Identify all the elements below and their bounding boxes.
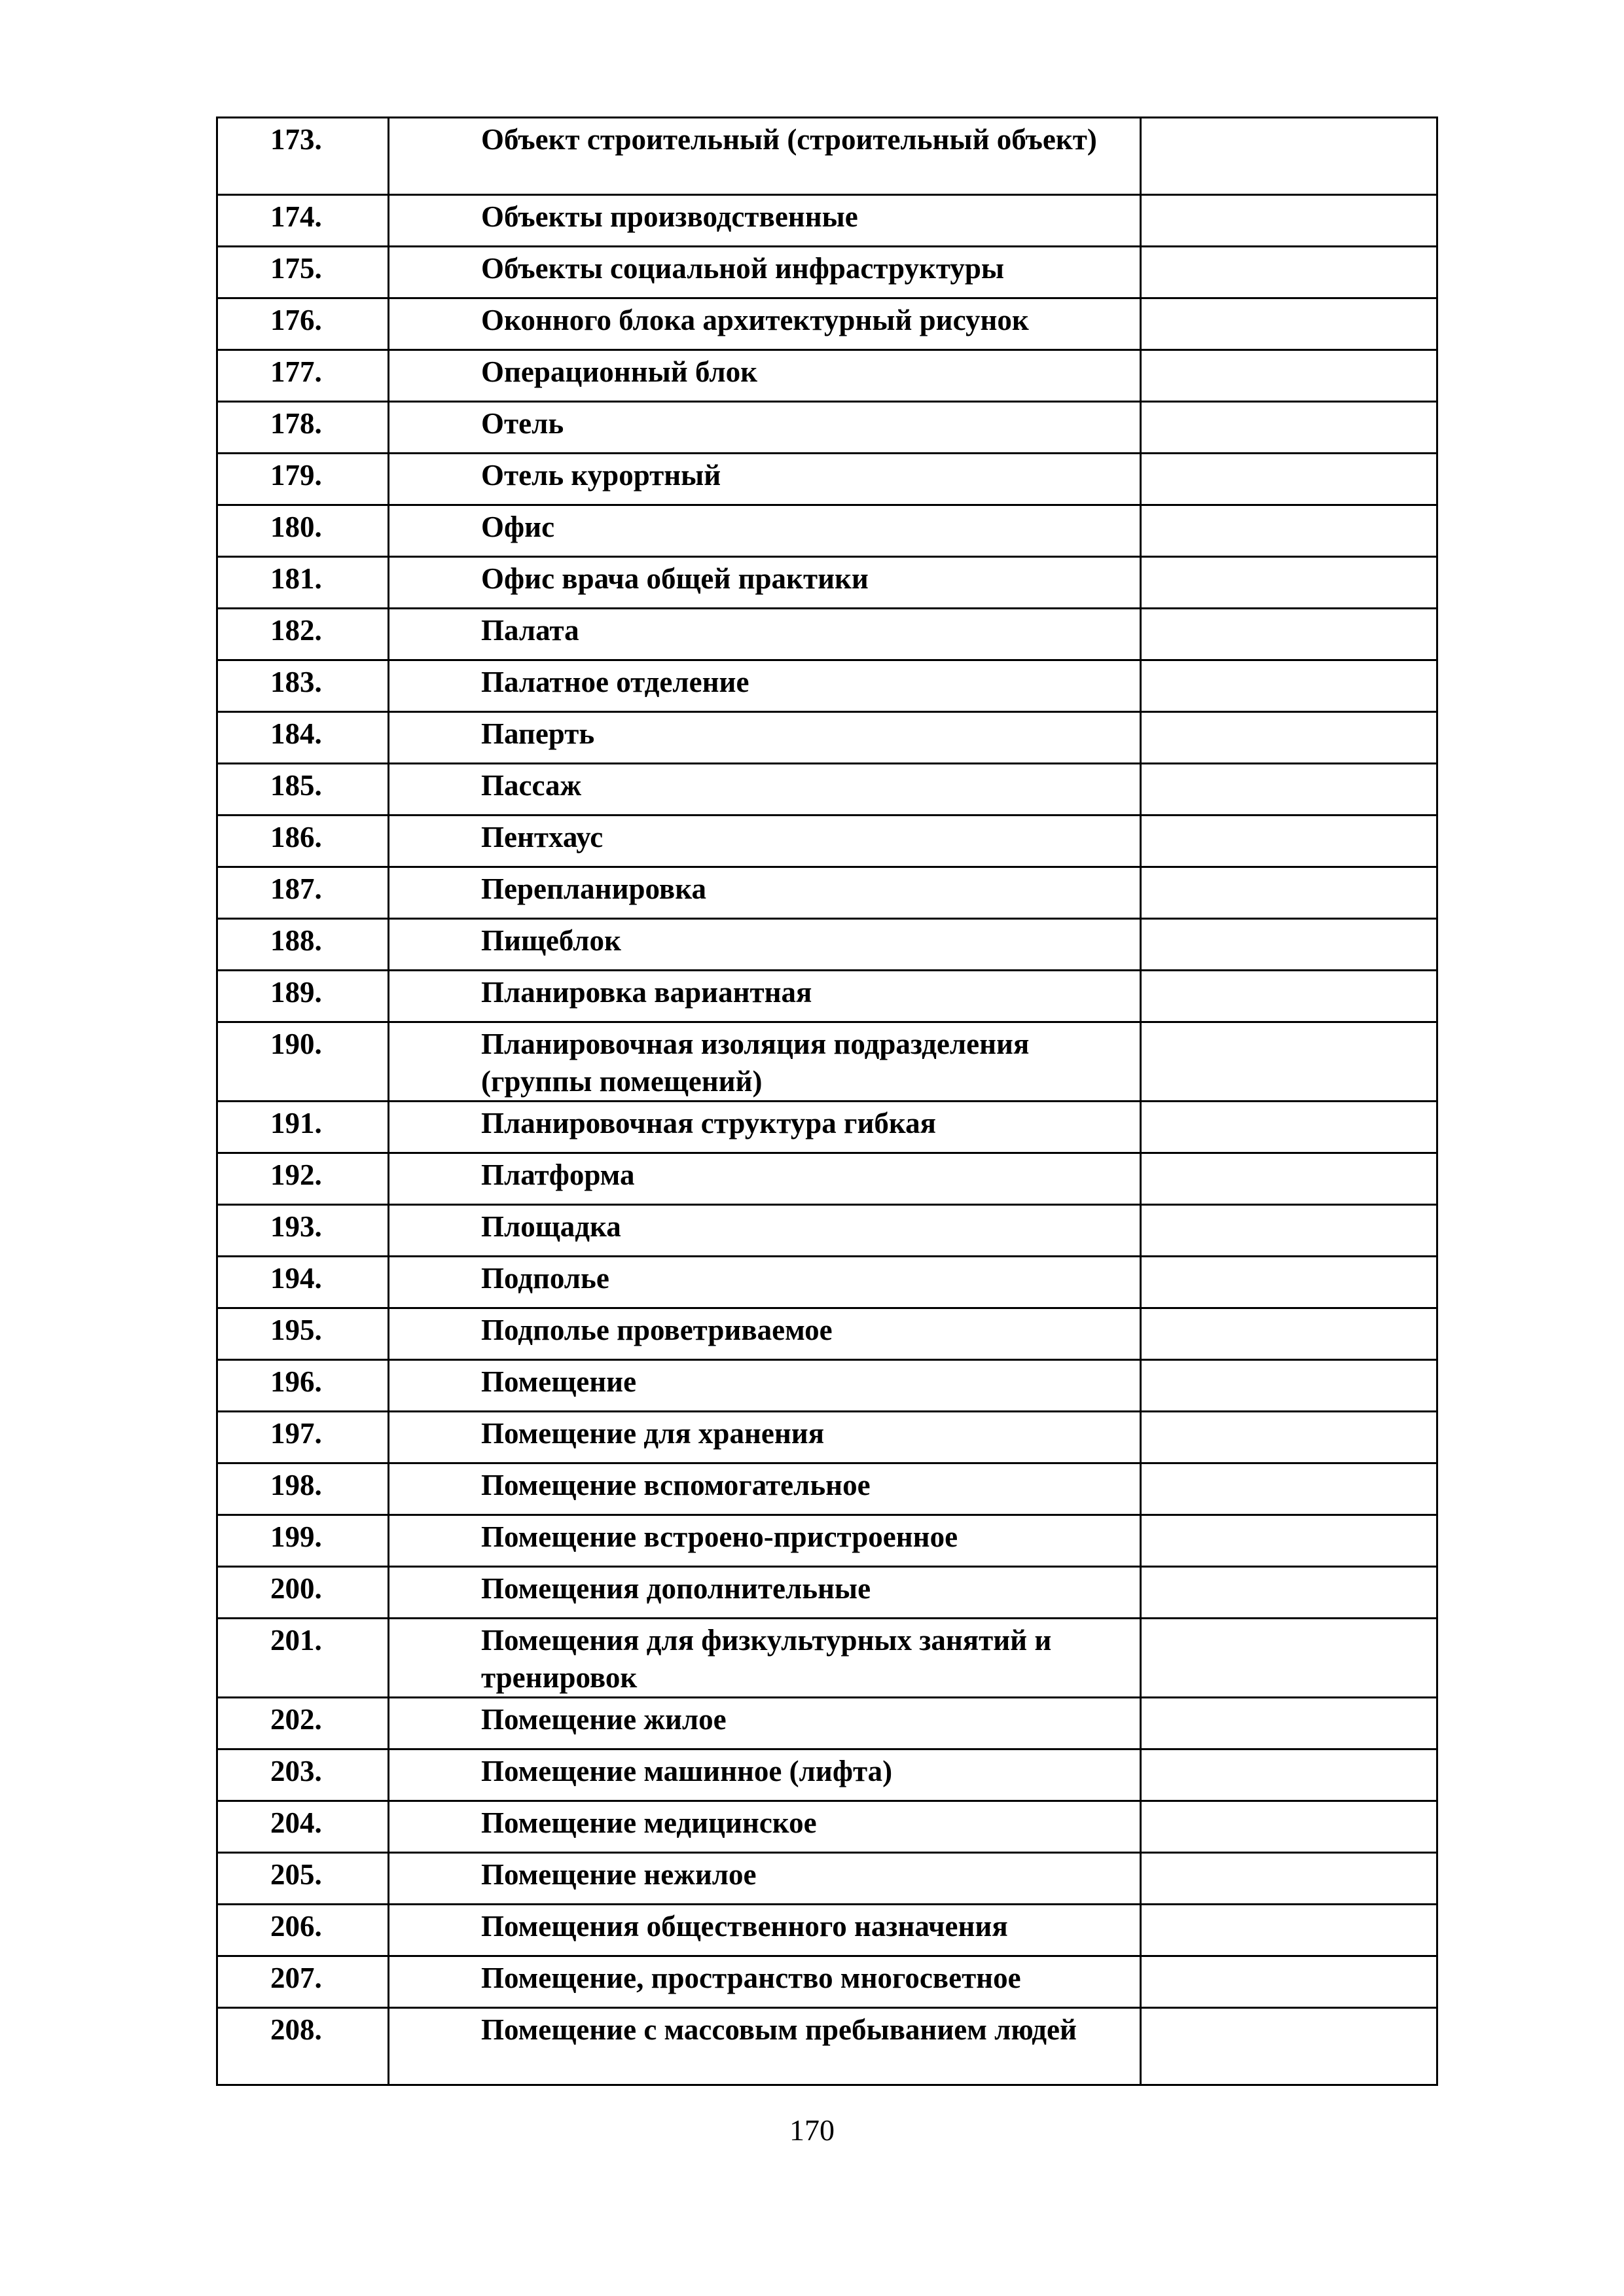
row-number-cell: 182. [217,609,389,660]
table-row [217,609,1437,660]
row-number-cell: 198. [217,1463,389,1515]
term-cell: Перепланировка [389,867,1141,919]
term-cell: Пентхаус [389,816,1141,867]
term-cell: Пассаж [389,764,1141,816]
empty-cell [1141,660,1437,712]
row-number-cell: 206. [217,1905,389,1956]
row-number-cell: 201. [217,1619,389,1698]
term-cell: Подполье проветриваемое [389,1308,1141,1360]
table-row [217,1022,1437,1102]
table-row [217,816,1437,867]
table-row [217,712,1437,764]
table-row [217,1853,1437,1905]
term-cell: Помещение, пространство многосветное [389,1956,1141,2008]
row-number-cell: 173. [217,118,389,195]
table-row [217,1153,1437,1205]
table-row [217,1412,1437,1463]
table-row [217,505,1437,557]
row-number-cell: 183. [217,660,389,712]
empty-cell [1141,1257,1437,1308]
row-number-cell: 197. [217,1412,389,1463]
empty-cell [1141,712,1437,764]
table-row [217,402,1437,454]
empty-cell [1141,1463,1437,1515]
empty-cell [1141,454,1437,505]
row-number-cell: 202. [217,1698,389,1749]
term-cell: Планировочная изоляция подразделения (группы помещений) [389,1022,1141,1102]
term-cell: Офис врача общей практики [389,557,1141,609]
term-cell: Подполье [389,1257,1141,1308]
table-row [217,919,1437,971]
row-number-cell: 180. [217,505,389,557]
table-row [217,118,1437,195]
row-number-cell: 192. [217,1153,389,1205]
empty-cell [1141,298,1437,350]
term-cell: Помещение вспомогательное [389,1463,1141,1515]
table-row [217,1205,1437,1257]
row-number-cell: 184. [217,712,389,764]
table-row [217,1308,1437,1360]
term-cell: Помещение для хранения [389,1412,1141,1463]
term-cell: Планировка вариантная [389,971,1141,1022]
empty-cell [1141,247,1437,298]
table-row [217,350,1437,402]
row-number-cell: 204. [217,1801,389,1853]
page-number: 170 [789,2113,835,2147]
table-row [217,1698,1437,1749]
table-row [217,1956,1437,2008]
row-number-cell: 199. [217,1515,389,1567]
terms-table-body [217,118,1437,2085]
row-number-cell: 177. [217,350,389,402]
empty-cell [1141,1360,1437,1412]
term-cell: Помещение машинное (лифта) [389,1749,1141,1801]
row-number-cell: 175. [217,247,389,298]
row-number-cell: 208. [217,2008,389,2085]
row-number-cell: 195. [217,1308,389,1360]
row-number-cell: 191. [217,1102,389,1153]
empty-cell [1141,867,1437,919]
empty-cell [1141,505,1437,557]
empty-cell [1141,1205,1437,1257]
table-row [217,2008,1437,2085]
table-row [217,1567,1437,1619]
term-cell: Объект строительный (строительный объект) [389,118,1141,195]
row-number-cell: 203. [217,1749,389,1801]
empty-cell [1141,1801,1437,1853]
term-cell: Помещение медицинское [389,1801,1141,1853]
row-number-cell: 174. [217,195,389,247]
row-number-cell: 185. [217,764,389,816]
table-row [217,1619,1437,1698]
row-number-cell: 179. [217,454,389,505]
row-number-cell: 176. [217,298,389,350]
row-number-cell: 188. [217,919,389,971]
terms-table [216,117,1438,2086]
table-row [217,557,1437,609]
term-cell: Планировочная структура гибкая [389,1102,1141,1153]
empty-cell [1141,1022,1437,1102]
term-cell: Помещения для физкультурных занятий и тренировок [389,1619,1141,1698]
empty-cell [1141,609,1437,660]
table-row [217,454,1437,505]
term-cell: Платформа [389,1153,1141,1205]
empty-cell [1141,1515,1437,1567]
term-cell: Объекты социальной инфраструктуры [389,247,1141,298]
table-row [217,867,1437,919]
row-number-cell: 193. [217,1205,389,1257]
term-cell: Помещение с массовым пребыванием людей [389,2008,1141,2085]
term-cell: Палата [389,609,1141,660]
row-number-cell: 187. [217,867,389,919]
table-row [217,764,1437,816]
row-number-cell: 196. [217,1360,389,1412]
empty-cell [1141,2008,1437,2085]
table-row [217,1257,1437,1308]
table-row [217,1102,1437,1153]
table-row [217,1905,1437,1956]
empty-cell [1141,1412,1437,1463]
table-row [217,660,1437,712]
term-cell: Объекты производственные [389,195,1141,247]
empty-cell [1141,1308,1437,1360]
table-row [217,1463,1437,1515]
table-row [217,1801,1437,1853]
empty-cell [1141,1567,1437,1619]
term-cell: Площадка [389,1205,1141,1257]
table-row [217,1515,1437,1567]
term-cell: Помещение жилое [389,1698,1141,1749]
row-number-cell: 194. [217,1257,389,1308]
empty-cell [1141,118,1437,195]
term-cell: Офис [389,505,1141,557]
term-cell: Помещения общественного назначения [389,1905,1141,1956]
term-cell: Помещение встроено-пристроенное [389,1515,1141,1567]
empty-cell [1141,557,1437,609]
term-cell: Помещение нежилое [389,1853,1141,1905]
empty-cell [1141,1749,1437,1801]
row-number-cell: 205. [217,1853,389,1905]
term-cell: Оконного блока архитектурный рисунок [389,298,1141,350]
term-cell: Операционный блок [389,350,1141,402]
term-cell: Помещение [389,1360,1141,1412]
term-cell: Палатное отделение [389,660,1141,712]
table-row [217,971,1437,1022]
table-row [217,298,1437,350]
row-number-cell: 200. [217,1567,389,1619]
empty-cell [1141,1619,1437,1698]
row-number-cell: 207. [217,1956,389,2008]
empty-cell [1141,1698,1437,1749]
table-row [217,1749,1437,1801]
term-cell: Паперть [389,712,1141,764]
term-cell: Пищеблок [389,919,1141,971]
row-number-cell: 178. [217,402,389,454]
row-number-cell: 190. [217,1022,389,1102]
row-number-cell: 189. [217,971,389,1022]
empty-cell [1141,195,1437,247]
empty-cell [1141,350,1437,402]
empty-cell [1141,971,1437,1022]
empty-cell [1141,1905,1437,1956]
empty-cell [1141,1853,1437,1905]
row-number-cell: 181. [217,557,389,609]
table-row [217,247,1437,298]
empty-cell [1141,764,1437,816]
table-row [217,1360,1437,1412]
empty-cell [1141,919,1437,971]
empty-cell [1141,1102,1437,1153]
row-number-cell: 186. [217,816,389,867]
empty-cell [1141,1153,1437,1205]
empty-cell [1141,1956,1437,2008]
table-row [217,195,1437,247]
term-cell: Отель курортный [389,454,1141,505]
empty-cell [1141,816,1437,867]
term-cell: Помещения дополнительные [389,1567,1141,1619]
term-cell: Отель [389,402,1141,454]
empty-cell [1141,402,1437,454]
